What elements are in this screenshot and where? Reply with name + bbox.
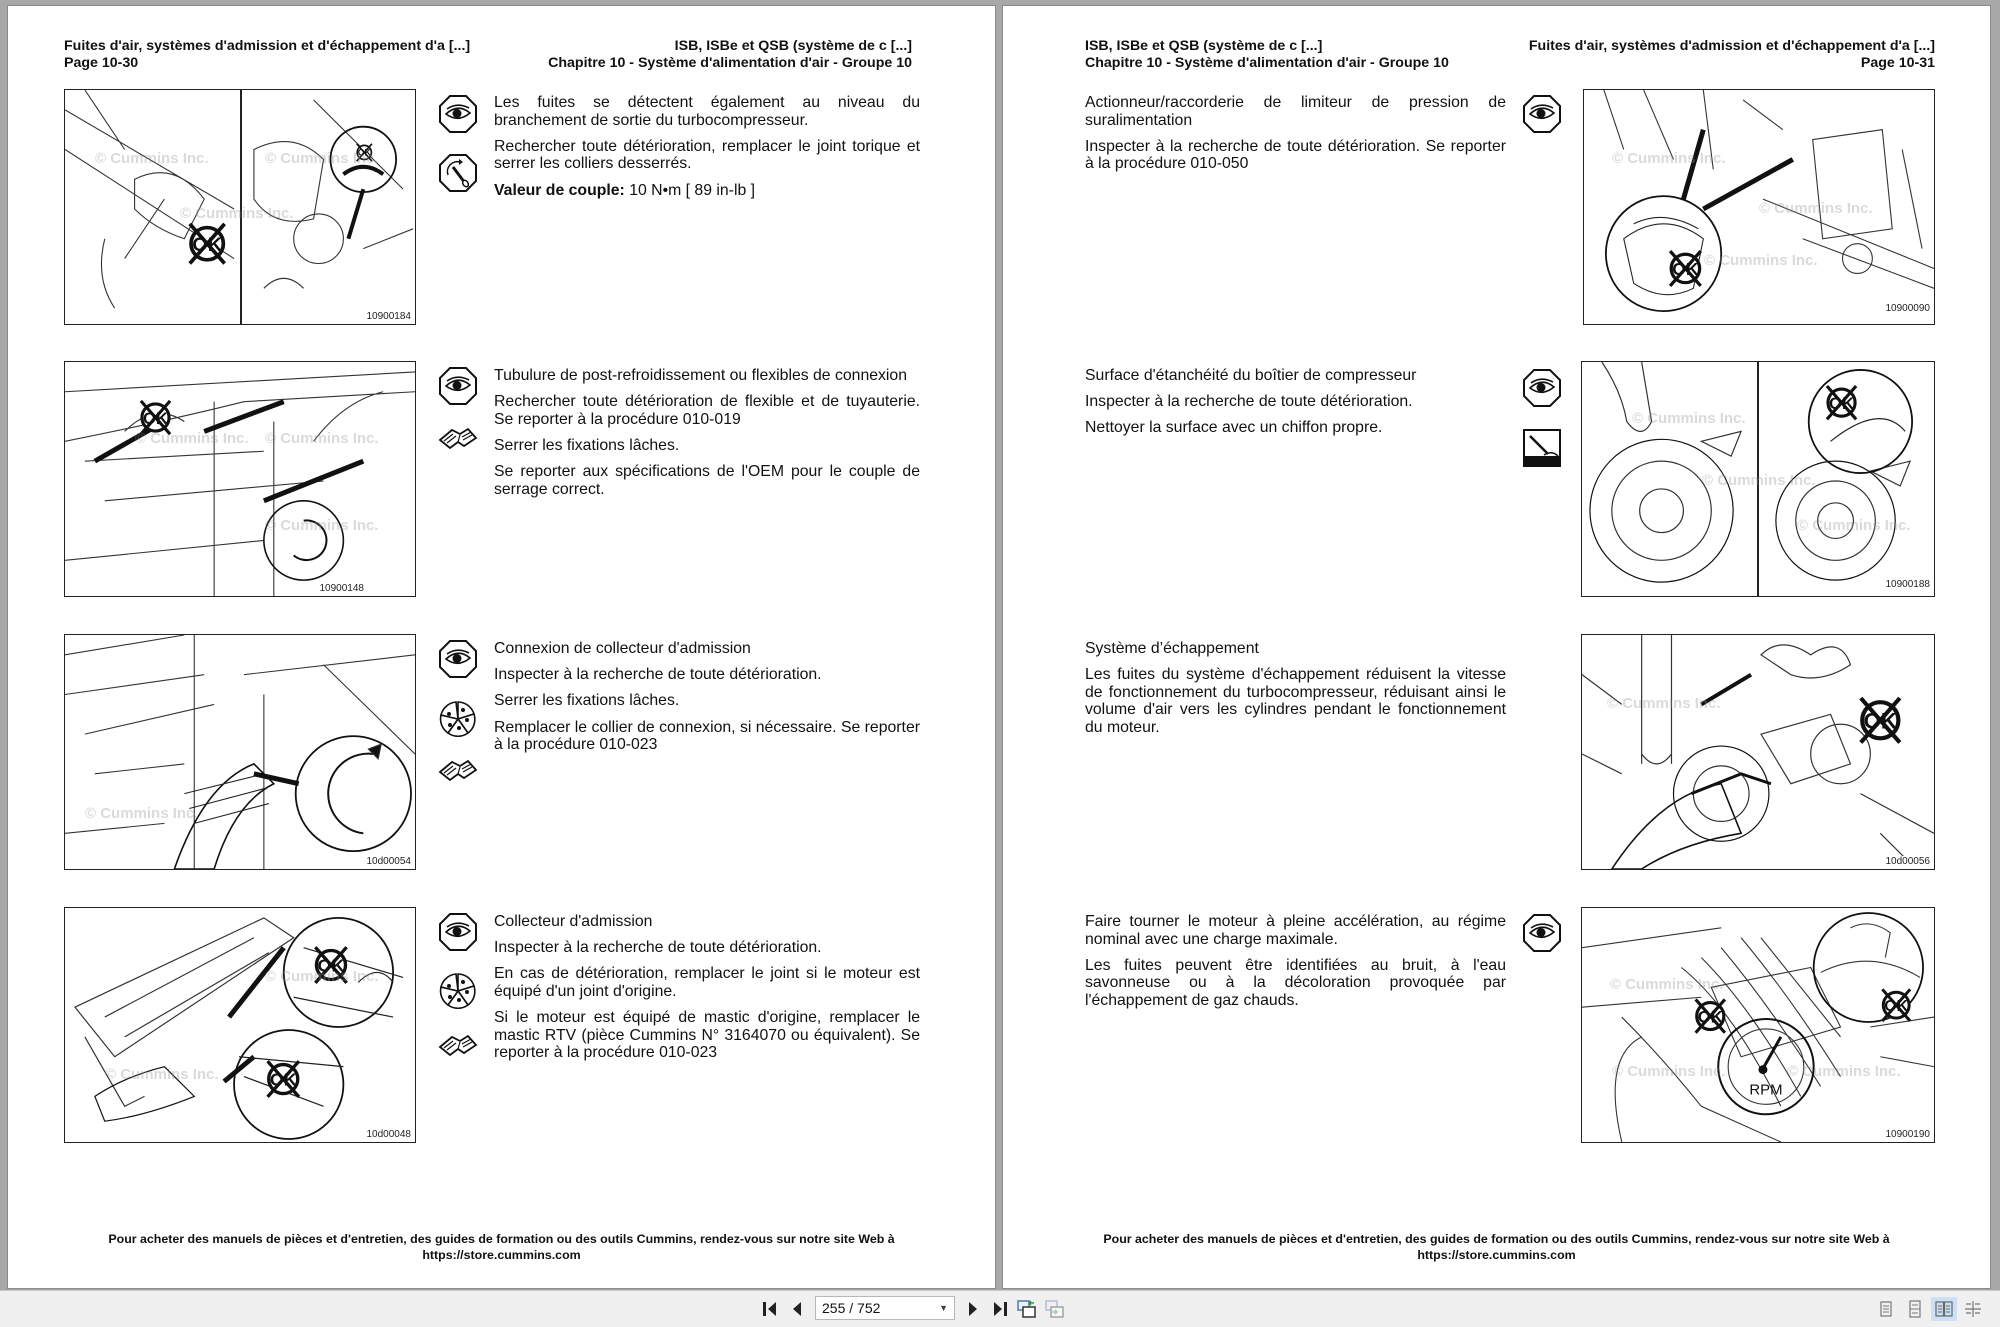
section-text (1085, 94, 1506, 182)
paragraph: En cas de détérioration, remplacer le joint si le moteur est équipé d'un joint d'origine. (494, 965, 920, 1000)
exhaust-illustration (1582, 635, 1934, 869)
footer-link[interactable]: https://store.cummins.com (1417, 1247, 1576, 1262)
paragraph: Actionneur/raccorderie de limiteur de pression de suralimentation (1085, 94, 1506, 129)
two-page-icon (1935, 1300, 1953, 1318)
watermark: © Cummins Inc. (1632, 410, 1746, 427)
first-page-icon (759, 1298, 781, 1320)
watermark: © Cummins Inc. (1612, 1063, 1726, 1080)
section-text (1085, 913, 1506, 1018)
clean-wipe-icon (1522, 428, 1562, 468)
watermark: © Cummins Inc. (265, 150, 379, 167)
header-page-number: Page 10-30 (64, 55, 139, 71)
replace-parts-icon (438, 699, 478, 739)
paragraph: Faire tourner le moteur à pleine accélération, au régime nominal avec une charge maximale. (1085, 913, 1506, 948)
inspect-eye-icon (438, 94, 478, 134)
paragraph: Inspecter à la recherche de toute détérioration. Se reporter à la procédure 010-050 (1085, 137, 1506, 173)
manifold-illustration (65, 908, 415, 1142)
torque-spec (494, 182, 920, 200)
watermark: © Cummins Inc. (1607, 695, 1721, 712)
page-indicator: 255 / 752 (822, 1300, 881, 1316)
header-manual: ISB, ISBe et QSB (système de c [...] (674, 38, 912, 54)
chevron-left-icon (786, 1298, 808, 1320)
section-text (1085, 367, 1506, 446)
previous-view-button[interactable] (1016, 1298, 1038, 1320)
next-view-icon (1044, 1298, 1066, 1320)
header-title: Fuites d'air, systèmes d'admission et d'échappement d'a [...] (1528, 38, 1935, 54)
engine-rpm-illustration (1582, 908, 1934, 1142)
watermark: © Cummins Inc. (135, 430, 249, 447)
figure-id: 10d00054 (366, 856, 411, 867)
paragraph: Rechercher toute détérioration, remplacer le joint torique et serrer les colliers desserrés. (494, 137, 920, 173)
inspect-eye-icon (438, 366, 478, 406)
footer-text: Pour acheter des manuels de pièces et d'entretien, des guides de formation ou des outils Cummins, rendez-vous sur notre site Web à (1103, 1232, 1890, 1246)
header-chapter: Chapitre 10 - Système d'alimentation d'air - Groupe 10 (548, 55, 912, 71)
document-page-left (8, 6, 995, 1288)
footer-text: Pour acheter des manuels de pièces et d'entretien, des guides de formation ou des outils Cummins, rendez-vous sur notre site Web à (108, 1232, 895, 1246)
paragraph: Se reporter aux spécifications de l'OEM pour le couple de serrage correct. (494, 463, 920, 498)
paragraph: Collecteur d'admission (494, 913, 653, 930)
viewer-toolbar (0, 1290, 2000, 1327)
two-page-continuous-icon (1964, 1300, 1982, 1318)
watermark: © Cummins Inc. (180, 205, 294, 222)
page-footer (8, 1232, 995, 1263)
next-page-button[interactable] (962, 1298, 984, 1320)
header-manual: ISB, ISBe et QSB (système de c [...] (1085, 38, 1323, 54)
watermark: © Cummins Inc. (265, 517, 379, 534)
replace-parts-icon (438, 971, 478, 1011)
paragraph: Inspecter à la recherche de toute détérioration. (494, 666, 822, 684)
section-text (494, 913, 920, 1071)
header-chapter: Chapitre 10 - Système d'alimentation d'air - Groupe 10 (1085, 55, 1449, 71)
figure-id: 10900148 (319, 583, 364, 594)
single-page-icon (1877, 1300, 1895, 1318)
inspect-eye-icon (1522, 94, 1562, 134)
watermark: © Cummins Inc. (95, 150, 209, 167)
watermark: © Cummins Inc. (1610, 976, 1724, 993)
reference-book-icon (438, 1033, 478, 1057)
page-footer (1003, 1232, 1990, 1263)
watermark: © Cummins Inc. (1704, 252, 1818, 269)
figure-wastegate-actuator (1583, 89, 1935, 325)
section-text (494, 640, 920, 762)
continuous-page-view-button[interactable] (1902, 1297, 1928, 1321)
last-page-icon (989, 1298, 1011, 1320)
figure-exhaust-leak-test (1581, 907, 1935, 1143)
paragraph: Serrer les fixations lâches. (494, 692, 680, 710)
watermark: © Cummins Inc. (1759, 200, 1873, 217)
paragraph: Les fuites peuvent être identifiées au bruit, à l'eau savonneuse ou à la décoloration provoquée par l'échappement de gaz chauds. (1085, 956, 1506, 1009)
dropdown-caret-icon[interactable]: ▼ (939, 1303, 948, 1313)
figure-id: 10900188 (1885, 579, 1930, 590)
paragraph: Les fuites du système d'échappement réduisent la vitesse de fonctionnement du turbocompresseur, réduisant ainsi le volume d'air vers les cylindres pendant le fonctionnement du moteur. (1085, 666, 1506, 736)
figure-aftercooler-piping (64, 361, 416, 597)
chevron-right-icon (962, 1298, 984, 1320)
reference-book-icon (438, 758, 478, 782)
next-view-button[interactable] (1044, 1298, 1066, 1320)
watermark: © Cummins Inc. (85, 805, 199, 822)
two-page-continuous-view-button[interactable] (1960, 1297, 1986, 1321)
footer-link[interactable]: https://store.cummins.com (422, 1247, 581, 1262)
single-page-view-button[interactable] (1873, 1297, 1899, 1321)
paragraph: Si le moteur est équipé de mastic d'origine, remplacer le mastic RTV (pièce Cummins N° 3164070 ou équivalent). Se reporter à la procédure 010-023 (494, 1009, 920, 1062)
figure-intake-manifold (64, 907, 416, 1143)
figure-compressor-housing (1581, 361, 1935, 597)
section-text (1085, 640, 1506, 745)
paragraph: Surface d'étanchéité du boîtier de compresseur (1085, 367, 1417, 384)
reference-book-icon (438, 426, 478, 450)
watermark: © Cummins Inc. (1612, 150, 1726, 167)
paragraph: Système d’échappement (1085, 640, 1259, 657)
figure-exhaust-system (1581, 634, 1935, 870)
torque-wrench-icon (438, 153, 478, 193)
inspect-eye-icon (438, 912, 478, 952)
watermark: © Cummins Inc. (105, 1066, 219, 1083)
two-page-view-button[interactable] (1931, 1297, 1957, 1321)
header-page-number: Page 10-31 (1860, 55, 1935, 71)
figure-id: 10900190 (1885, 1129, 1930, 1140)
paragraph: Nettoyer la surface avec un chiffon propre. (1085, 419, 1383, 437)
paragraph: Rechercher toute détérioration de flexible et de tuyauterie. Se reporter à la procédure 010-019 (494, 393, 920, 428)
last-page-button[interactable] (989, 1298, 1011, 1320)
first-page-button[interactable] (759, 1298, 781, 1320)
rpm-gauge-label: RPM (1749, 1082, 1783, 1099)
figure-id: 10900184 (366, 311, 411, 322)
engine-illustration (65, 635, 415, 869)
document-page-right (1003, 6, 1990, 1288)
figure-id: 10d00056 (1885, 856, 1930, 867)
page-number-input[interactable] (815, 1296, 955, 1320)
figure-id: 10900090 (1885, 303, 1930, 314)
section-text (494, 94, 920, 208)
watermark: © Cummins Inc. (1797, 517, 1911, 534)
header-title: Fuites d'air, systèmes d'admission et d'échappement d'a [...] (64, 38, 471, 54)
paragraph: Inspecter à la recherche de toute détérioration. (494, 939, 822, 957)
watermark: © Cummins Inc. (1787, 1063, 1901, 1080)
continuous-page-icon (1906, 1300, 1924, 1318)
paragraph: Connexion de collecteur d'admission (494, 640, 751, 657)
paragraph: Serrer les fixations lâches. (494, 436, 680, 454)
watermark: © Cummins Inc. (265, 968, 379, 985)
previous-page-button[interactable] (786, 1298, 808, 1320)
figure-intake-manifold-connection (64, 634, 416, 870)
previous-view-icon (1016, 1298, 1038, 1320)
paragraph: Remplacer le collier de connexion, si nécessaire. Se reporter à la procédure 010-023 (494, 718, 920, 754)
watermark: © Cummins Inc. (1702, 472, 1816, 489)
figure-id: 10d00048 (366, 1129, 411, 1140)
paragraph: Les fuites se détectent également au niveau du branchement de sortie du turbocompresseur. (494, 94, 920, 129)
figure-turbo-outlet (64, 89, 416, 325)
paragraph: Tubulure de post-refroidissement ou flexibles de connexion (494, 367, 908, 384)
inspect-eye-icon (1522, 913, 1562, 953)
inspect-eye-icon (438, 639, 478, 679)
torque-label: Valeur de couple: (494, 181, 625, 199)
watermark: © Cummins Inc. (265, 430, 379, 447)
paragraph: Inspecter à la recherche de toute détérioration. (1085, 393, 1413, 411)
engine-illustration (65, 362, 415, 596)
torque-value: 10 N•m [ 89 in-lb ] (629, 181, 756, 199)
inspect-eye-icon (1522, 368, 1562, 408)
section-text (494, 367, 920, 507)
